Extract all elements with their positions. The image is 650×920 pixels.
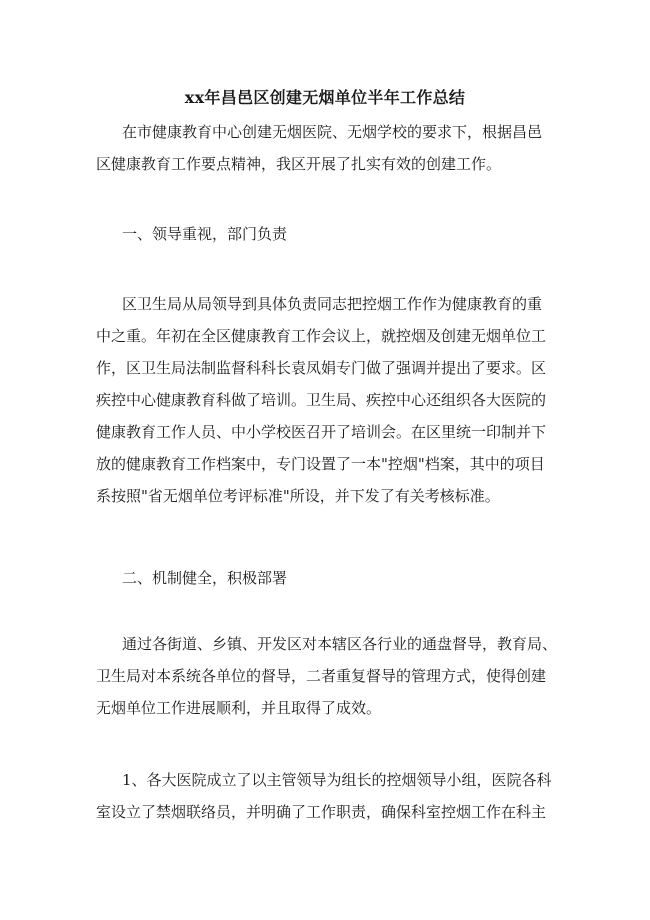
section-heading-1: 一、领导重视，部门负责: [122, 225, 288, 243]
paragraph-line: 疾控中心健康教育科做了培训。卫生局、疾控中心还组织各大医院的: [96, 391, 547, 409]
paragraph-line: 卫生局对本系统各单位的督导，二者重复督导的管理方式，使得创建: [96, 667, 547, 685]
section2-paragraph: [96, 628, 559, 724]
paragraph-line: 系按照"省无烟单位考评标准"所设，并下发了有关考核标准。: [96, 487, 500, 505]
paragraph-line: 区卫生局从局领导到具体负责同志把控烟工作作为健康教育的重: [122, 295, 543, 313]
paragraph-line: 室设立了禁烟联络员，并明确了工作职责，确保科室控烟工作在科主: [96, 803, 547, 821]
section-heading-2: 二、机制健全，积极部署: [122, 569, 288, 587]
document-title: xx年昌邑区创建无烟单位半年工作总结: [184, 88, 466, 107]
paragraph-line: 健康教育工作人员、中小学校医召开了培训会。在区里统一印制并下: [96, 423, 547, 441]
paragraph-line: 放的健康教育工作档案中，专门设置了一本"控烟"档案，其中的项目: [96, 455, 545, 473]
paragraph-line: 中之重。年初在全区健康教育工作会议上，就控烟及创建无烟单位工: [96, 327, 547, 345]
section2-item1-paragraph: [96, 764, 559, 828]
paragraph-line: 区健康教育工作要点精神，我区开展了扎实有效的创建工作。: [96, 155, 502, 173]
paragraph-line: 无烟单位工作进展顺利，并且取得了成效。: [96, 699, 382, 717]
paragraph-line: 在市健康教育中心创建无烟医院、无烟学校的要求下，根据昌邑: [122, 123, 543, 141]
paragraph-line: 1、各大医院成立了以主管领导为组长的控烟领导小组，医院各科: [122, 771, 552, 789]
paragraph-line: 作，区卫生局法制监督科科长袁凤娟专门做了强调并提出了要求。区: [96, 359, 547, 377]
paragraph-line: 通过各街道、乡镇、开发区对本辖区各行业的通盘督导，教育局、: [122, 635, 558, 653]
intro-paragraph: [96, 116, 559, 180]
section1-paragraph: [96, 288, 559, 512]
